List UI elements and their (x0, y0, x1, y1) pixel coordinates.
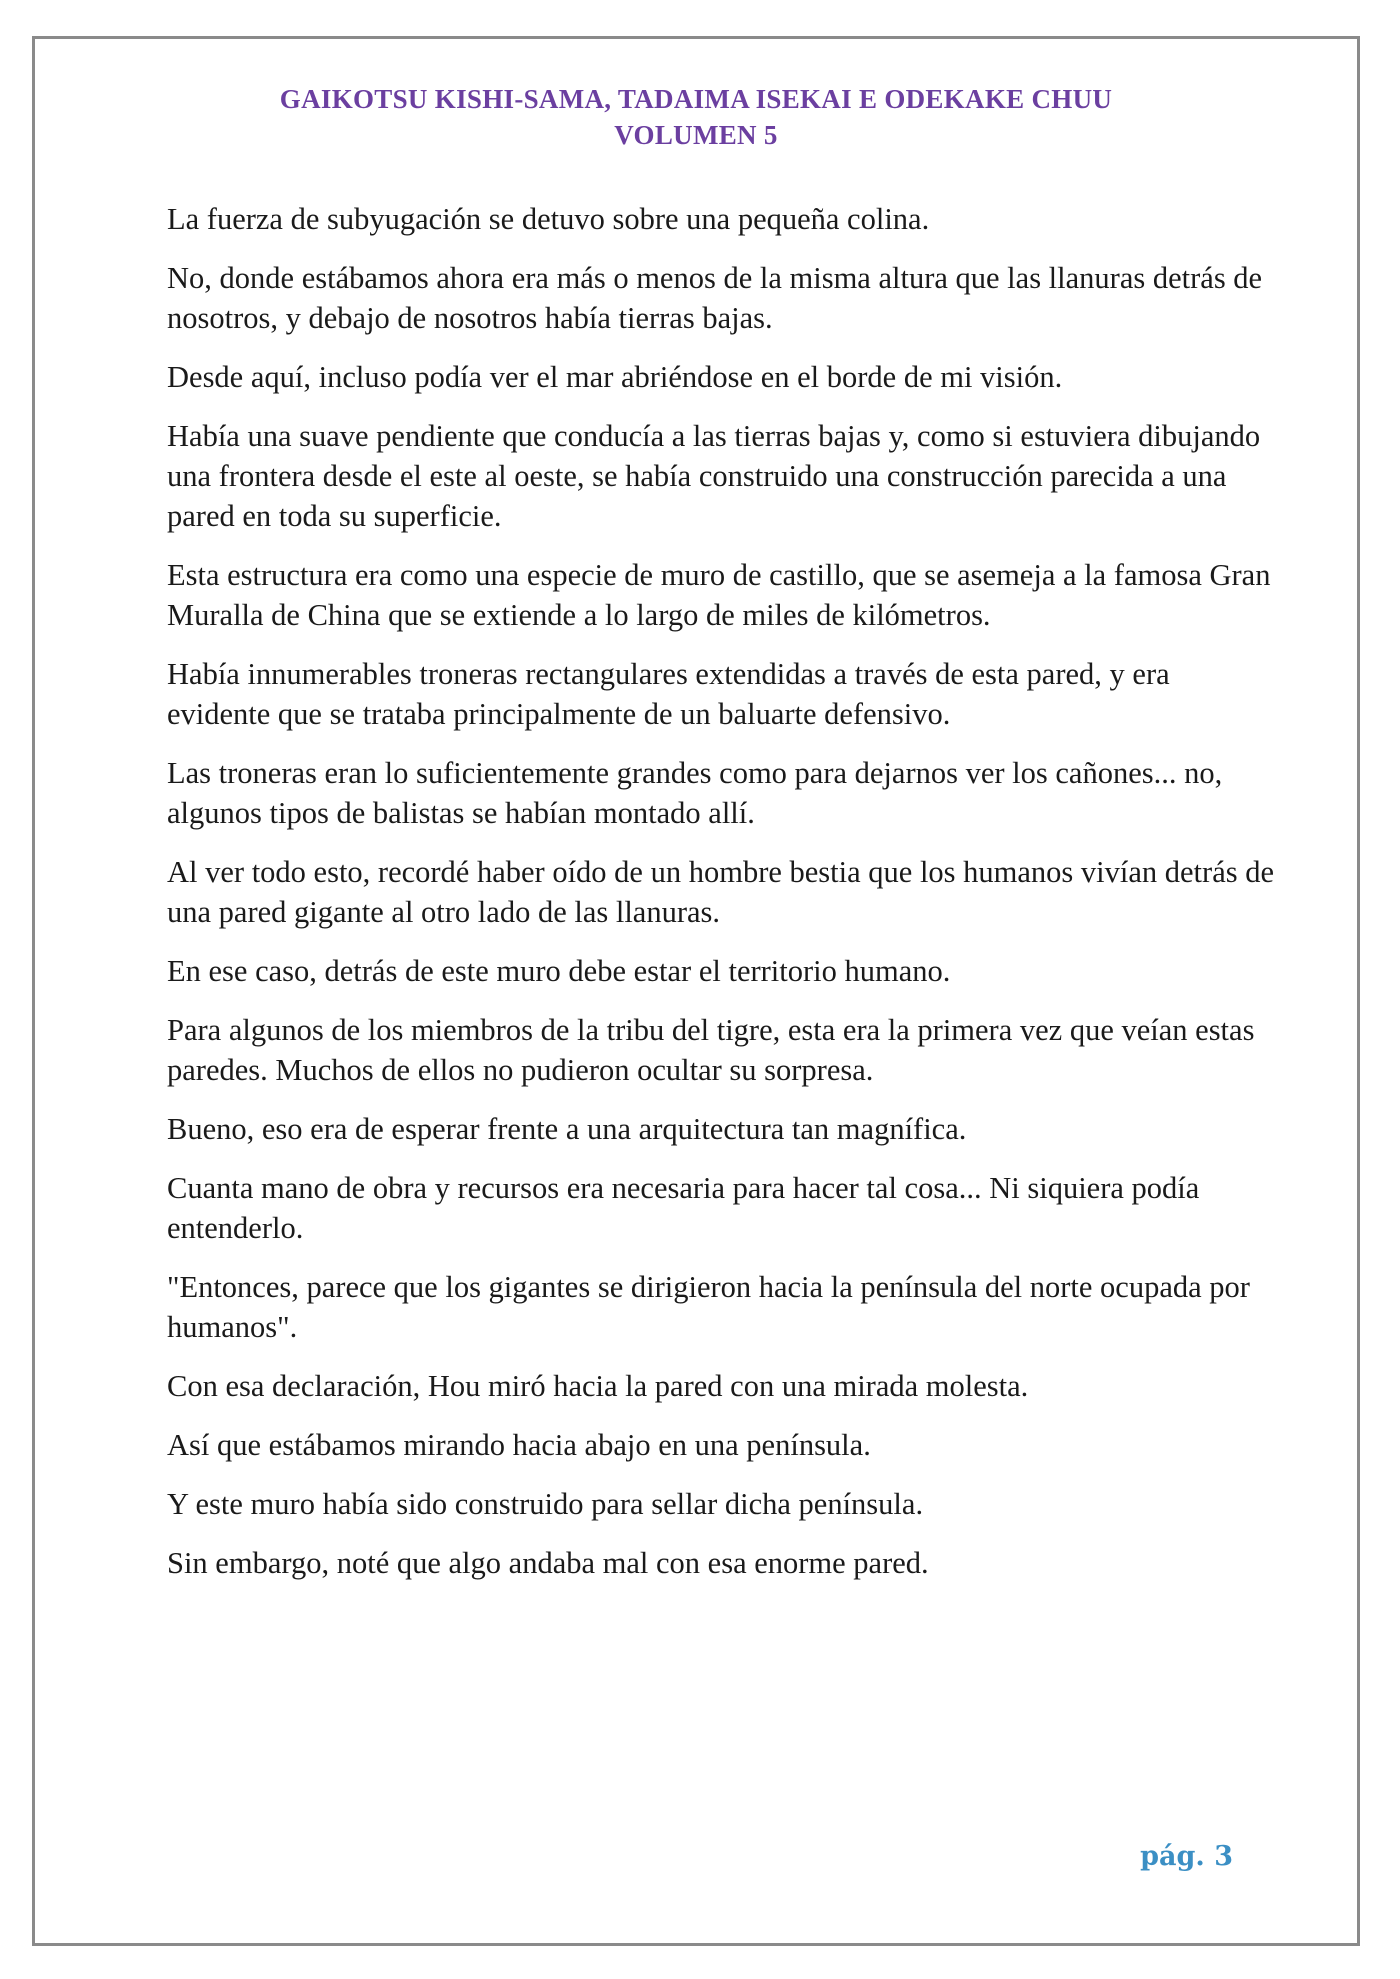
paragraph: Esta estructura era como una especie de muro de castillo, que se asemeja a la famosa Gran Muralla de China que se extiende a lo largo de miles de kilómetros. (167, 558, 1271, 632)
paragraph: Para algunos de los miembros de la tribu del tigre, esta era la primera vez que veían estas paredes. Muchos de ellos no pudieron ocultar su sorpresa. (167, 1013, 1255, 1087)
paragraph: "Entonces, parece que los gigantes se dirigieron hacia la península del norte ocupada por humanos". (167, 1270, 1250, 1344)
paragraph: Había una suave pendiente que conducía a las tierras bajas y, como si estuviera dibujando una frontera desde el este al oeste, se había construido una construcción parecida a una pared en toda su superficie. (167, 419, 1261, 533)
paragraph: Con esa declaración, Hou miró hacia la pared con una mirada molesta. (167, 1369, 1029, 1403)
paragraph: Las troneras eran lo suficientemente grandes como para dejarnos ver los cañones... no, algunos tipos de balistas se habían montado allí. (167, 756, 1223, 830)
paragraph: Desde aquí, incluso podía ver el mar abriéndose en el borde de mi visión. (167, 360, 1063, 394)
paragraph: En ese caso, detrás de este muro debe estar el territorio humano. (167, 954, 951, 988)
volume-label: VOLUMEN 5 (614, 120, 778, 150)
paragraph: La fuerza de subyugación se detuvo sobre una pequeña colina. (167, 202, 930, 236)
page-frame (32, 36, 1360, 1946)
paragraph: Al ver todo esto, recordé haber oído de un hombre bestia que los humanos vivían detrás de una pared gigante al otro lado de las llanuras. (167, 855, 1275, 929)
document-header (35, 81, 1357, 153)
paragraph: Había innumerables troneras rectangulares extendidas a través de esta pared, y era evidente que se trataba principalmente de un baluarte defensivo. (167, 657, 1170, 731)
document-title: GAIKOTSU KISHI-SAMA, TADAIMA ISEKAI E ODEKAKE CHUU (279, 84, 1113, 114)
paragraph: Bueno, eso era de esperar frente a una arquitectura tan magnífica. (167, 1112, 967, 1146)
paragraph: Cuanta mano de obra y recursos era necesaria para hacer tal cosa... Ni siquiera podía entenderlo. (167, 1171, 1200, 1245)
paragraph: Y este muro había sido construido para sellar dicha península. (167, 1487, 924, 1521)
body-text (167, 199, 1277, 1602)
paragraph: No, donde estábamos ahora era más o menos de la misma altura que las llanuras detrás de nosotros, y debajo de nosotros había tierras bajas. (167, 261, 1263, 335)
paragraph: Sin embargo, noté que algo andaba mal con esa enorme pared. (167, 1546, 929, 1580)
page-number: pág. 3 (1140, 1841, 1233, 1872)
paragraph: Así que estábamos mirando hacia abajo en una península. (167, 1428, 871, 1462)
